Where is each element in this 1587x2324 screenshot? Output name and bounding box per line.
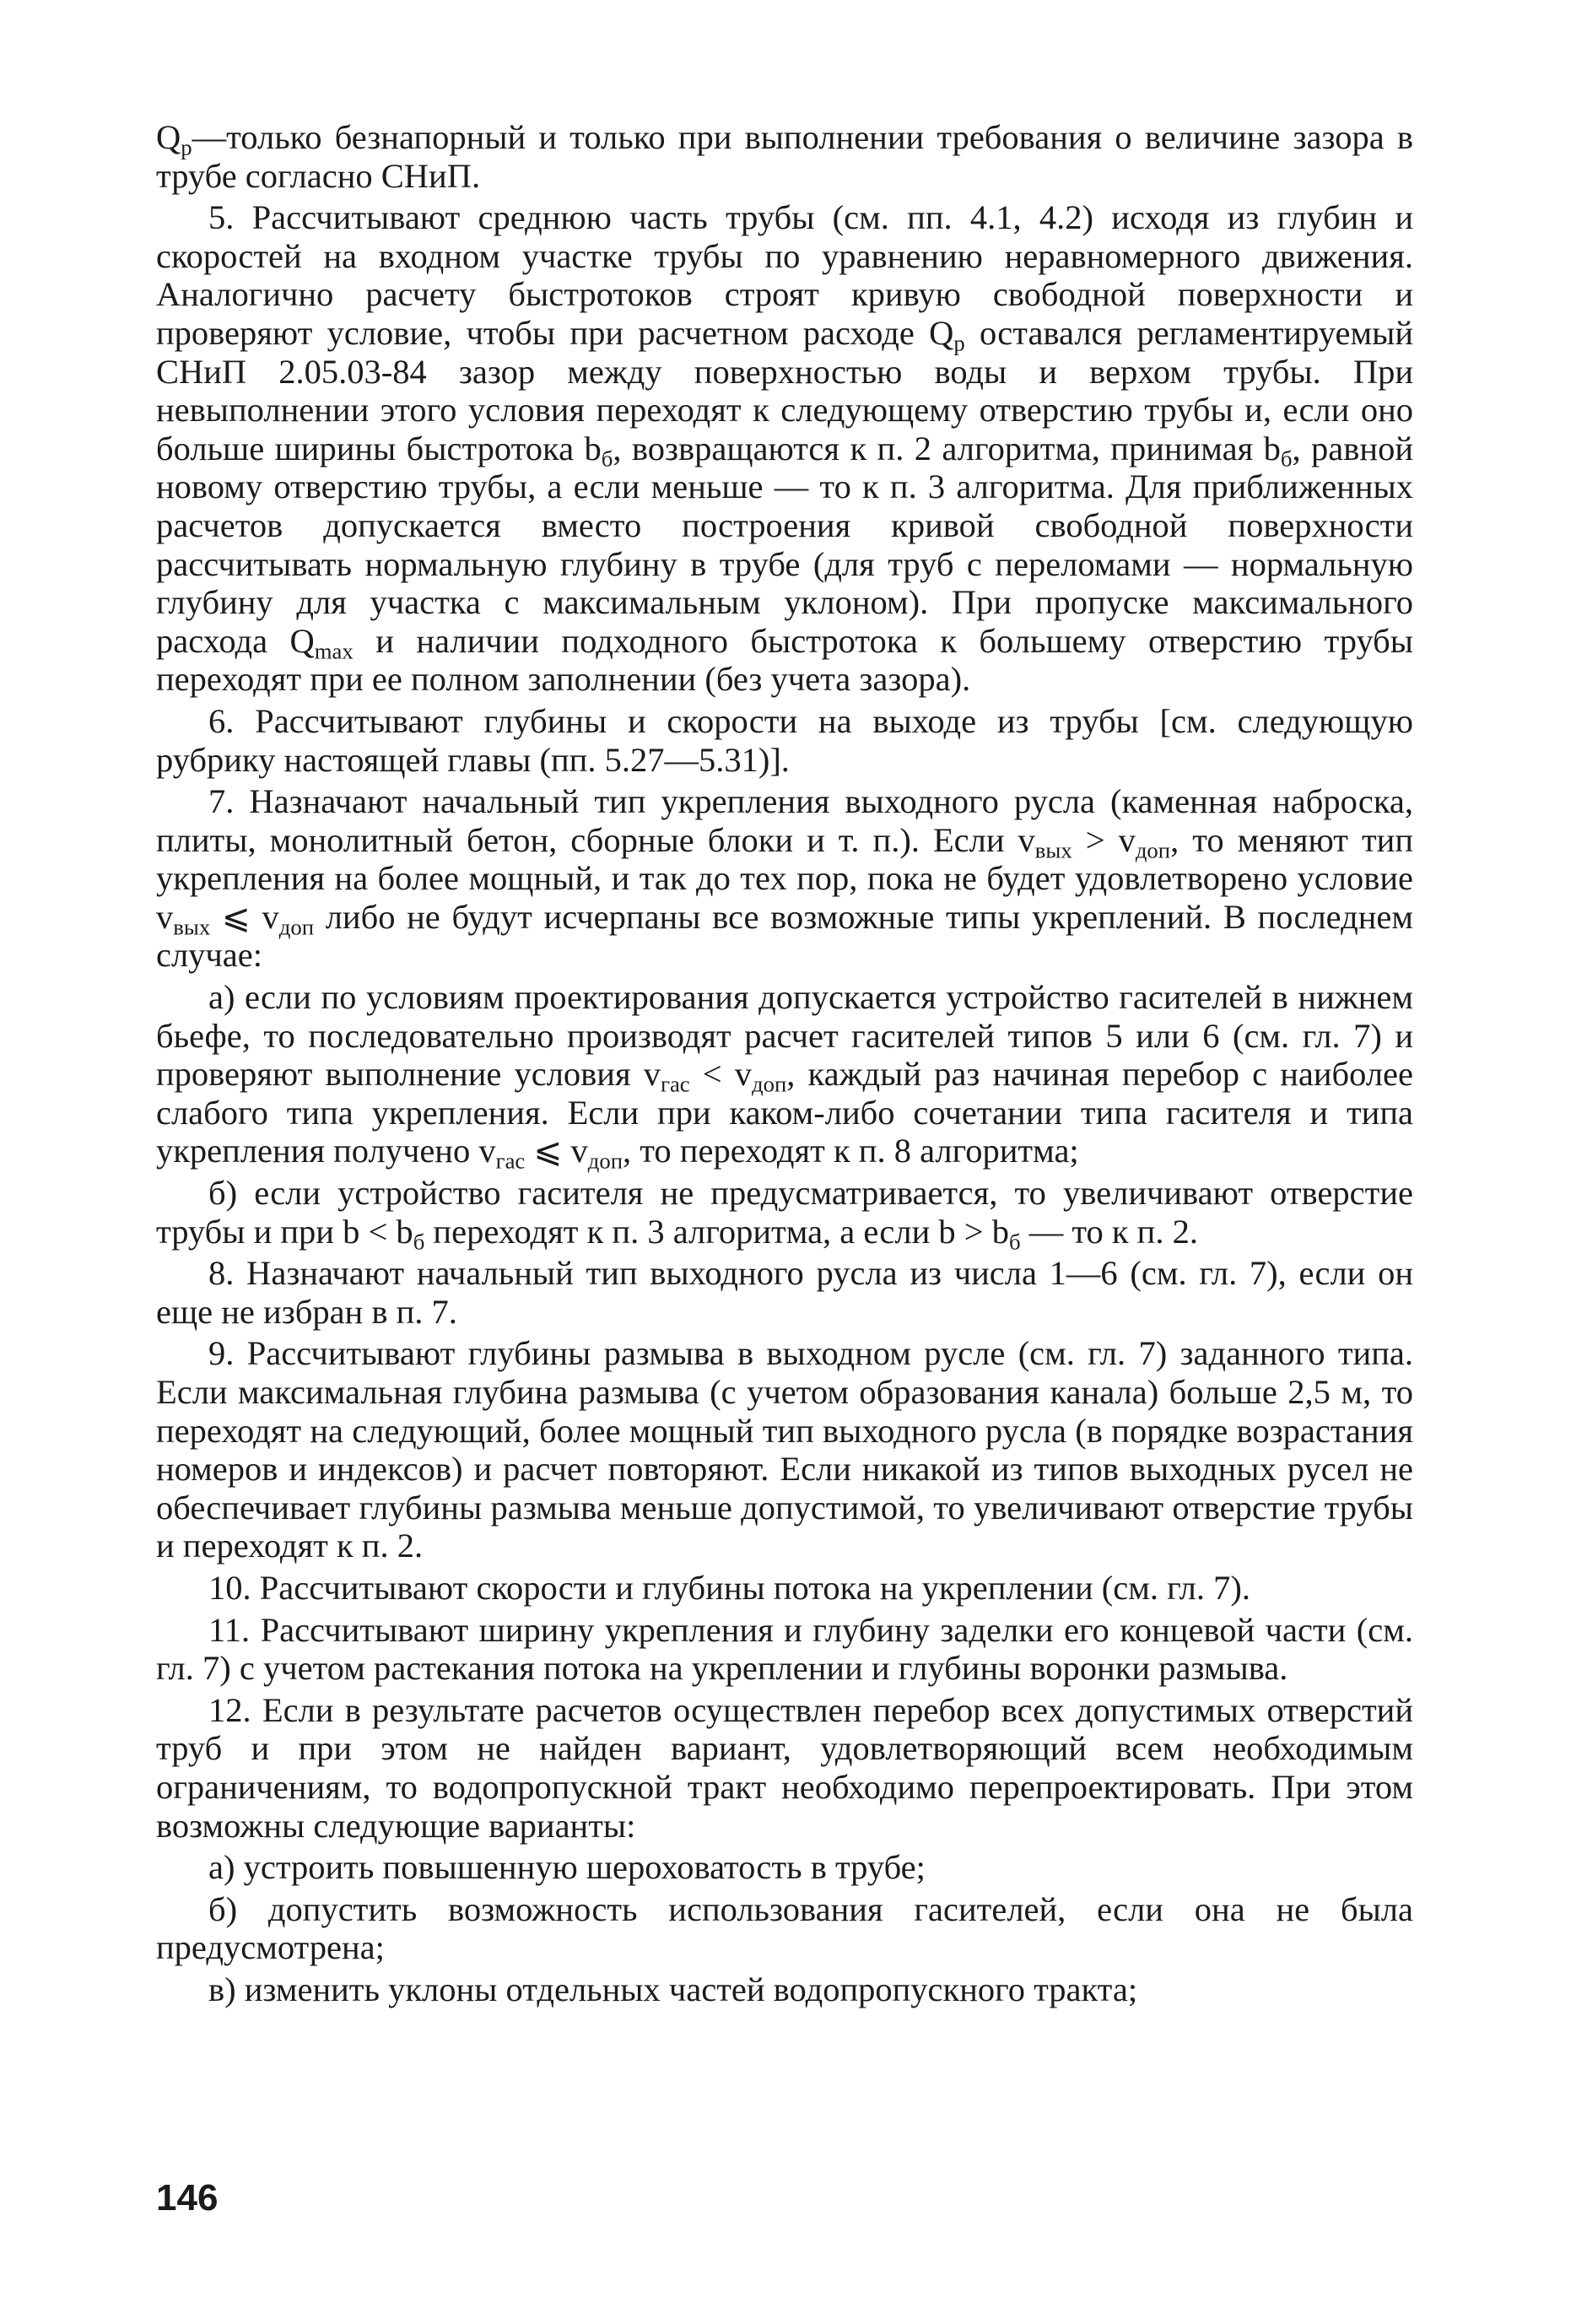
- text-run: 12. Если в результате расчетов осуществлен перебор всех допустимых отверстий труб и при этом не найден вариант, удовлетворяющий всем необходимым ограничениям, то водопропускной тракт необходимо перепроектировать. При этом возможны следующие варианты:: [156, 1690, 1413, 1845]
- subscript: р: [181, 134, 192, 160]
- page-number: 146: [156, 2177, 219, 2219]
- paragraph: [156, 702, 1413, 779]
- text-run: , возвращаются к п. 2 алгоритма, принимая b: [613, 429, 1281, 468]
- text-run: а) устроить повышенную шероховатость в трубе;: [208, 1848, 926, 1887]
- paragraph: [156, 198, 1413, 699]
- paragraph: [156, 1848, 1413, 1887]
- text-run: Q: [156, 118, 181, 156]
- text-run: и наличии подходного быстротока к большему отверстию трубы переходят при ее полном заполнении (без учета зазора).: [156, 621, 1413, 699]
- page-body: [156, 118, 1413, 2013]
- text-run: 8. Назначают начальный тип выходного русла из числа 1—6 (см. гл. 7), если он еще не избран в п. 7.: [156, 1254, 1413, 1331]
- text-run: 9. Рассчитывают глубины размыва в выходном русле (см. гл. 7) заданного типа. Если максимальная глубина размыва (с учетом образования канала) больше 2,5 м, то переходят на следующий, более мощный тип выходного русла (в порядке возрастания номеров и индексов) и расчет повторяют. Если никакой из типов выходных русел не обеспечивает глубины размыва меньше допустимой, то увеличивают отверстие трубы и переходят к п. 2.: [156, 1334, 1413, 1565]
- text-run: ⩽ v: [210, 897, 279, 936]
- paragraph: [156, 1890, 1413, 1967]
- subscript: б: [1008, 1229, 1021, 1255]
- paragraph: [156, 1569, 1413, 1608]
- paragraph: [156, 1691, 1413, 1845]
- paragraph: [156, 1611, 1413, 1688]
- paragraph: [156, 1174, 1413, 1255]
- text-run: 6. Рассчитывают глубины и скорости на выходе из трубы [см. следующую рубрику настоящей главы (пп. 5.27—5.31)].: [156, 701, 1413, 779]
- text-run: либо не будут исчерпаны все возможные типы укреплений. В последнем случае:: [156, 897, 1413, 975]
- text-run: оставался регламентируемый СНиП 2.05.03-84 зазор между поверхностью воды и верхом трубы. При невыполнении этого условия переходят к следующему отверстию трубы и, если оно больше ширины быстротока b: [156, 313, 1413, 468]
- text-run: , равной новому отверстию трубы, а если меньше — то к п. 3 алгоритма. Для приближенных расчетов допускается вместо построения кривой свободной поверхности рассчитывать нормальную глубину в трубе (для труб с переломами — нормальную глубину для участка с максимальным уклоном). При пропуске максимального расхода Q: [156, 429, 1413, 660]
- text-run: переходят к п. 3 алгоритма, а если b > b: [424, 1212, 1009, 1251]
- subscript: б: [413, 1229, 425, 1255]
- text-run: , то переходят к п. 8 алгоритма;: [623, 1132, 1079, 1170]
- subscript: доп: [752, 1071, 787, 1097]
- paragraph: [156, 1334, 1413, 1565]
- text-run: а) если по условиям проектирования допускается устройство гасителей в нижнем бьефе, то последовательно производят расчет гасителей типов 5 или 6 (см. гл. 7) и проверяют выполнение условия v: [156, 978, 1413, 1094]
- subscript: доп: [278, 914, 315, 940]
- subscript: вых: [173, 914, 211, 940]
- paragraph: [156, 1254, 1413, 1331]
- text-run: б) если устройство гасителя не предусматривается, то увеличивают отверстие трубы и при b < b: [156, 1174, 1413, 1251]
- text-run: ⩽ v: [525, 1132, 588, 1170]
- text-run: 7. Назначают начальный тип укрепления выходного русла (каменная наброска, плиты, монолитный бетон, сборные блоки и т. п.). Если v: [156, 782, 1413, 859]
- text-run: < v: [689, 1055, 753, 1094]
- subscript: гас: [495, 1148, 526, 1174]
- subscript: max: [314, 638, 354, 664]
- paragraph: [156, 782, 1413, 975]
- subscript: вых: [1034, 837, 1072, 863]
- subscript: доп: [1135, 837, 1171, 863]
- subscript: доп: [587, 1148, 623, 1174]
- subscript: гас: [660, 1071, 690, 1097]
- text-run: в) изменить уклоны отдельных частей водопропускного тракта;: [208, 1970, 1138, 2008]
- paragraph: [156, 118, 1413, 195]
- text-run: — то к п. 2.: [1020, 1212, 1198, 1251]
- text-run: —только безнапорный и только при выполнении требования о величине зазора в трубе согласно СНиП.: [156, 118, 1413, 195]
- text-run: 5. Рассчитывают среднюю часть трубы (см. пп. 4.1, 4.2) исходя из глубин и скоростей на входном участке трубы по уравнению неравномерного движения. Аналогично расчету быстротоков строят кривую свободной поверхности и проверяют условие, чтобы при расчетном расходе Q: [156, 198, 1413, 352]
- subscript: б: [1280, 446, 1293, 472]
- text-run: , каждый раз начиная перебор с наиболее слабого типа укрепления. Если при каком-либо сочетании типа гасителя и типа укрепления получено v: [156, 1055, 1413, 1170]
- subscript: р: [953, 330, 965, 356]
- paragraph: [156, 978, 1413, 1174]
- subscript: б: [601, 446, 613, 472]
- text-run: б) допустить возможность использования гасителей, если она не была предусмотрена;: [156, 1889, 1413, 1967]
- text-run: > v: [1071, 820, 1136, 859]
- text-run: 10. Рассчитывают скорости и глубины потока на укреплении (см. гл. 7).: [208, 1568, 1250, 1607]
- text-run: , то меняют тип укрепления на более мощный, и так до тех пор, пока не будет удовлетворено условие v: [156, 820, 1413, 936]
- paragraph: [156, 1970, 1413, 2009]
- text-run: 11. Рассчитывают ширину укрепления и глубину заделки его концевой части (см. гл. 7) с учетом растекания потока на укреплении и глубины воронки размыва.: [156, 1610, 1413, 1688]
